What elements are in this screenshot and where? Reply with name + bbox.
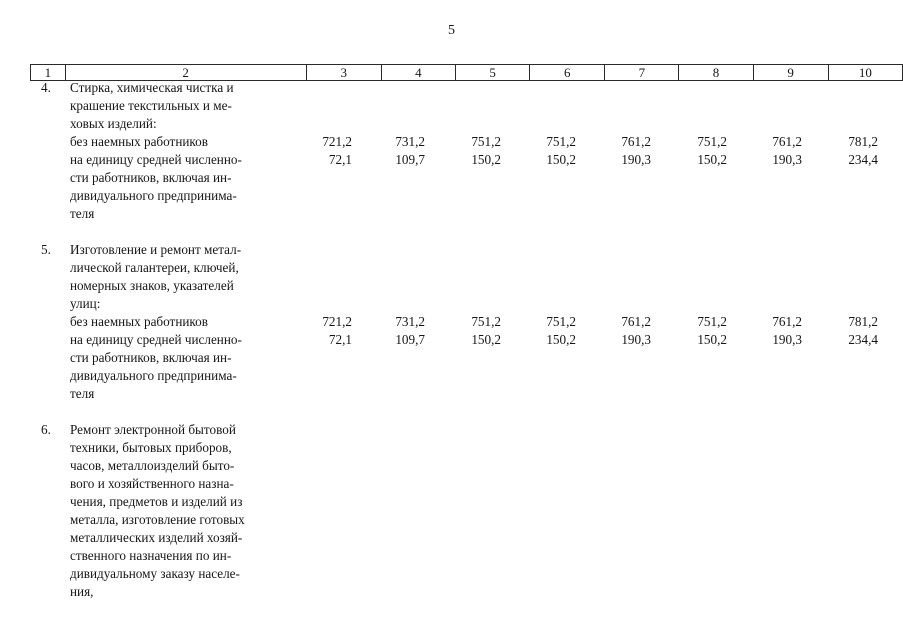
page-number: 5 (448, 23, 455, 38)
value-cell: 731,2 (395, 134, 425, 149)
table-row (70, 241, 883, 259)
value-cell: 781,2 (848, 134, 878, 149)
row-label: теля (70, 206, 95, 221)
table-row (70, 97, 883, 115)
value-cell: 751,2 (697, 314, 727, 329)
value-cell: 731,2 (395, 314, 425, 329)
table-row (70, 529, 883, 547)
table-row (70, 115, 883, 133)
table-row (70, 151, 883, 169)
table-row (70, 421, 883, 439)
row-label: сти работников, включая ин- (70, 170, 232, 185)
row-label: Изготовление и ремонт метал- (70, 242, 242, 257)
section-1 (30, 241, 883, 403)
value-cell: 761,2 (772, 314, 802, 329)
table-row (70, 313, 883, 331)
row-label: без наемных работников (70, 314, 208, 329)
row-label: чения, предметов и изделий из (70, 494, 243, 509)
table-row (70, 295, 883, 313)
row-label: сти работников, включая ин- (70, 350, 232, 365)
row-label: ственного назначения по ин- (70, 548, 232, 563)
row-label: дивидуальному заказу населе- (70, 566, 240, 581)
table-row (70, 277, 883, 295)
value-cell: 109,7 (395, 152, 425, 167)
row-label: на единицу средней численно- (70, 332, 242, 347)
row-label: металла, изготовление готовых (70, 512, 245, 527)
row-label: дивидуального предпринима- (70, 188, 237, 203)
row-label: без наемных работников (70, 134, 208, 149)
table-row (70, 349, 883, 367)
row-label: вого и хозяйственного назна- (70, 476, 234, 491)
row-label: ния, (70, 584, 94, 599)
row-label: металлических изделий хозяй- (70, 530, 243, 545)
value-cell: 190,3 (772, 152, 802, 167)
value-cell: 751,2 (471, 314, 501, 329)
header-col-7: 7 (605, 65, 679, 81)
value-cell: 150,2 (471, 332, 501, 347)
table-row (70, 439, 883, 457)
value-cell: 761,2 (621, 314, 651, 329)
table-row (70, 79, 883, 97)
row-label: улиц: (70, 296, 101, 311)
header-col-5: 5 (455, 65, 529, 81)
value-cell: 150,2 (697, 332, 727, 347)
table-row (70, 457, 883, 475)
value-cell: 109,7 (395, 332, 425, 347)
value-cell: 190,3 (621, 152, 651, 167)
row-label: на единицу средней численно- (70, 152, 242, 167)
header-col-4: 4 (381, 65, 455, 81)
table-row (70, 367, 883, 385)
value-cell: 761,2 (621, 134, 651, 149)
table-row (70, 493, 883, 511)
table-body (30, 79, 883, 601)
row-label: Стирка, химическая чистка и (70, 80, 234, 95)
row-label: часов, металлоизделий быто- (70, 458, 235, 473)
table-row (70, 583, 883, 601)
row-label: номерных знаков, указателей (70, 278, 234, 293)
value-cell: 190,3 (621, 332, 651, 347)
header-col-3: 3 (306, 65, 381, 81)
header-col-10: 10 (828, 65, 902, 81)
header-col-6: 6 (530, 65, 605, 81)
value-cell: 150,2 (546, 332, 576, 347)
row-label: Ремонт электронной бытовой (70, 422, 236, 437)
value-cell: 150,2 (471, 152, 501, 167)
section-number: 6. (41, 422, 51, 437)
value-cell: 751,2 (546, 134, 576, 149)
value-cell: 751,2 (471, 134, 501, 149)
table-row (70, 511, 883, 529)
value-cell: 234,4 (848, 152, 878, 167)
row-label: дивидуального предпринима- (70, 368, 237, 383)
table-row (70, 565, 883, 583)
section-number: 4. (41, 80, 51, 95)
value-cell: 751,2 (546, 314, 576, 329)
value-cell: 150,2 (697, 152, 727, 167)
table-row (70, 133, 883, 151)
value-cell: 721,2 (322, 134, 352, 149)
section-number: 5. (41, 242, 51, 257)
table-row (70, 259, 883, 277)
header-col-8: 8 (679, 65, 753, 81)
value-cell: 190,3 (772, 332, 802, 347)
table-row (70, 169, 883, 187)
value-cell: 72,1 (328, 152, 352, 167)
row-label: ховых изделий: (70, 116, 157, 131)
value-cell: 721,2 (322, 314, 352, 329)
value-cell: 150,2 (546, 152, 576, 167)
value-cell: 234,4 (848, 332, 878, 347)
table-row (70, 385, 883, 403)
row-label: крашение текстильных и ме- (70, 98, 232, 113)
row-label: теля (70, 386, 95, 401)
header-col-9: 9 (753, 65, 828, 81)
table-row (70, 547, 883, 565)
section-0 (30, 79, 883, 223)
table-row (70, 205, 883, 223)
header-col-2: 2 (65, 65, 306, 81)
row-label: лической галантереи, ключей, (70, 260, 239, 275)
value-cell: 761,2 (772, 134, 802, 149)
value-cell: 72,1 (328, 332, 352, 347)
value-cell: 751,2 (697, 134, 727, 149)
value-cell: 781,2 (848, 314, 878, 329)
table-row (70, 187, 883, 205)
section-2 (30, 421, 883, 601)
table-row (70, 331, 883, 349)
header-col-1: 1 (31, 65, 66, 81)
row-label: техники, бытовых приборов, (70, 440, 232, 455)
table-row (70, 475, 883, 493)
